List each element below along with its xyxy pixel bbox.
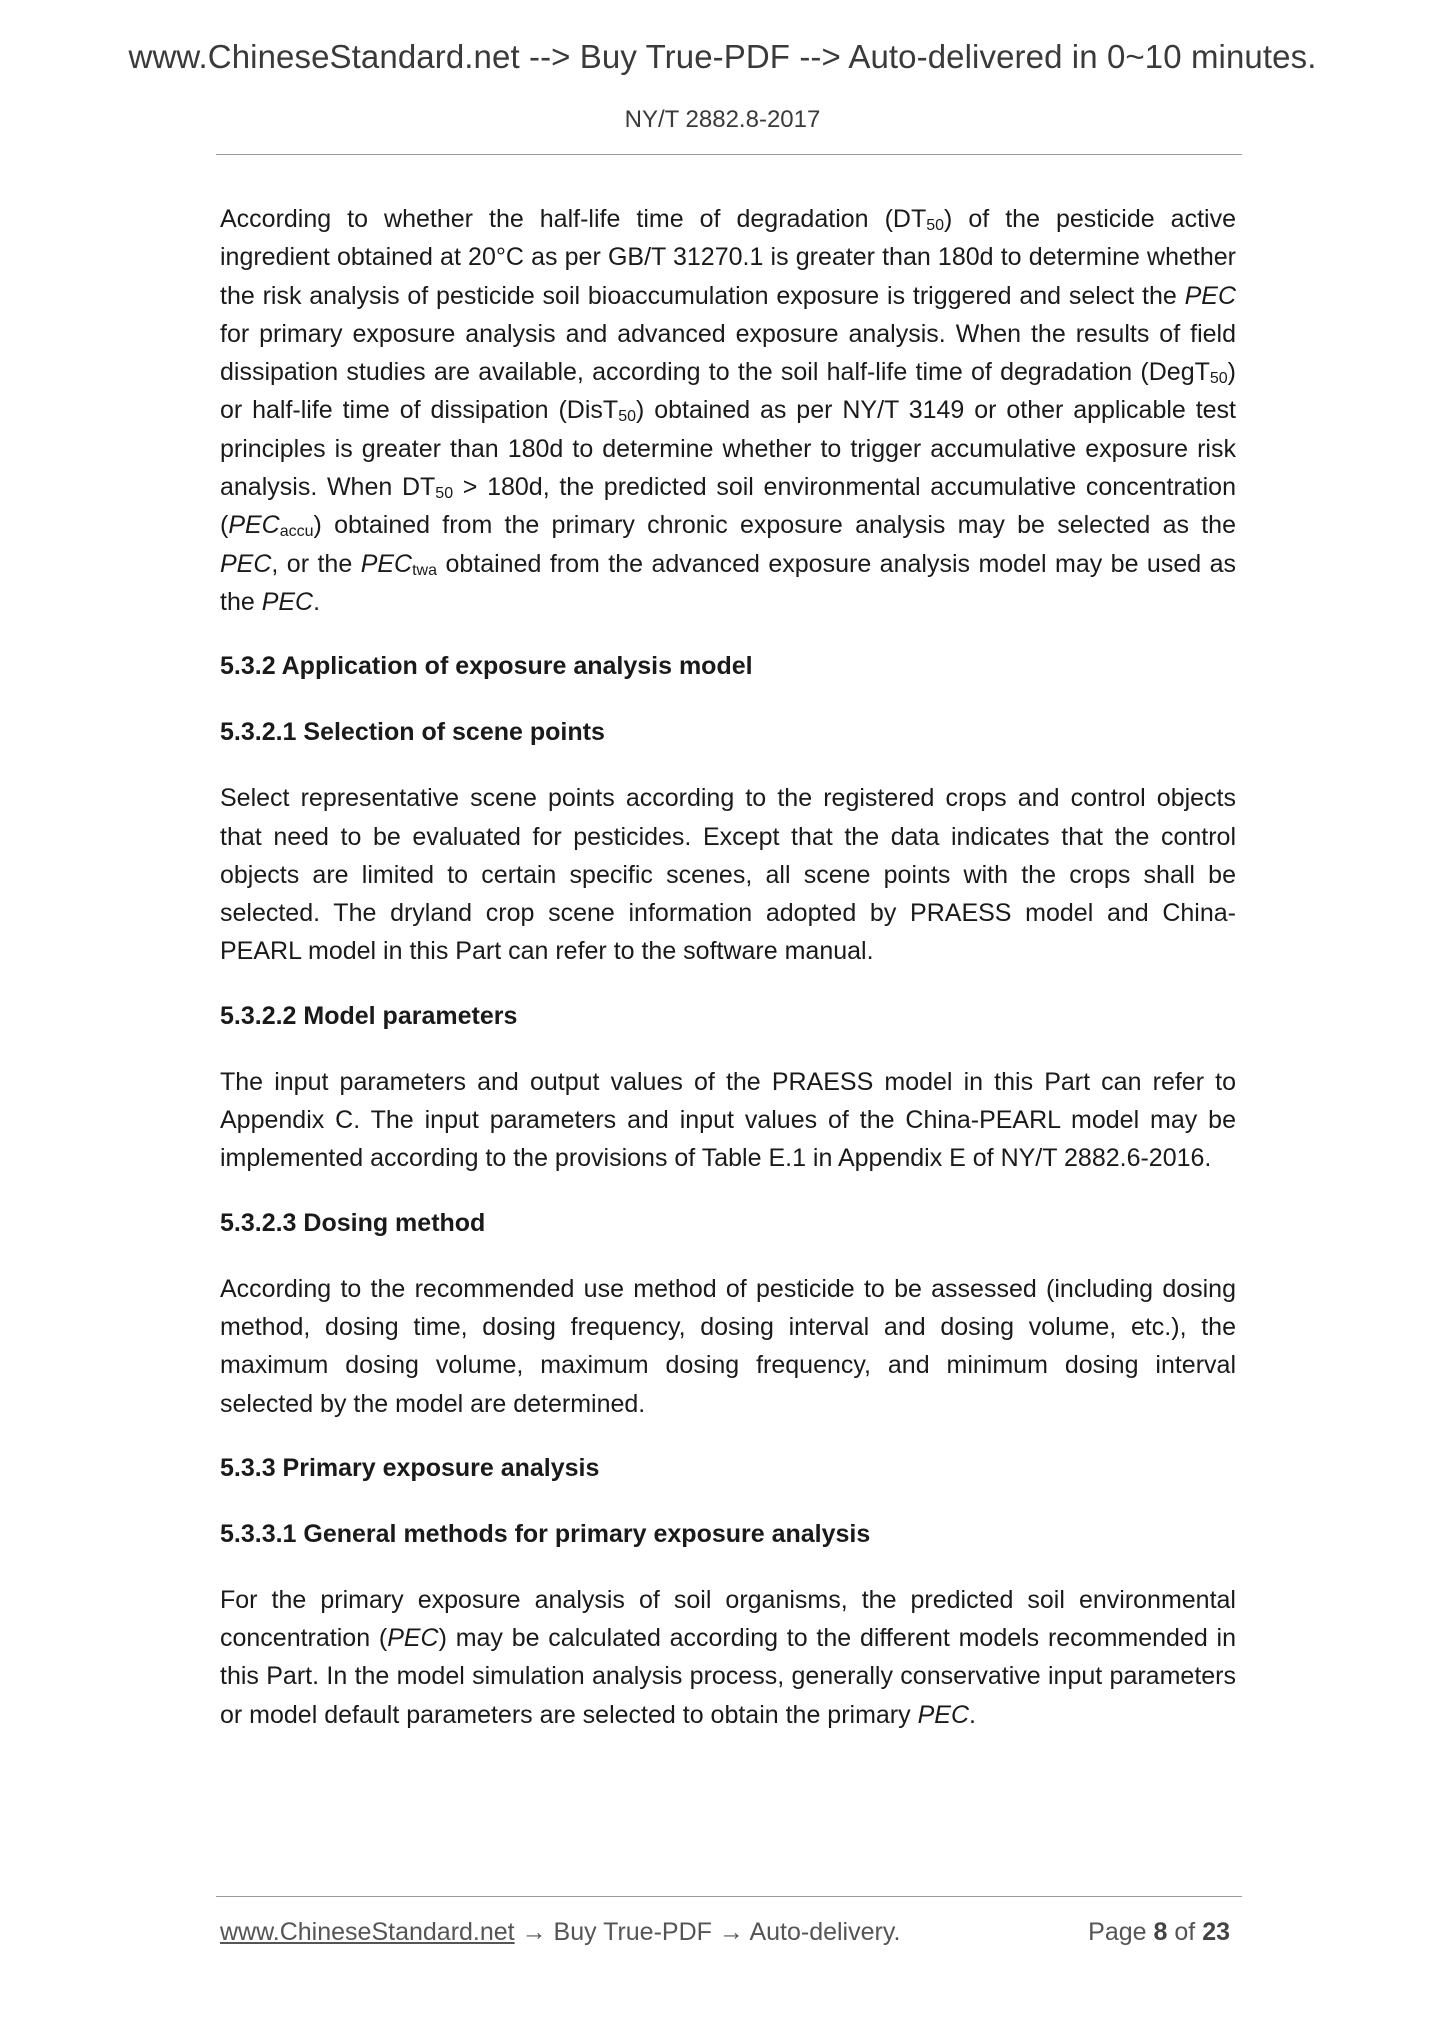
arrow-right-icon: → <box>521 1918 547 1946</box>
page-indicator <box>1088 1918 1230 1947</box>
paragraph-model-parameters: The input parameters and output values of the PRAESS model in this Part can refer to Appendix C. The input parameters and input values of the China-PEARL model may be implemented according to the provisions of Table E.1 in Appendix E of NY/T 2882.6-2016. <box>220 1067 1236 1173</box>
document-body <box>220 200 1236 1760</box>
heading-5-3-3-1: 5.3.3.1 General methods for primary exposure analysis <box>220 1519 871 1548</box>
standard-code: NY/T 2882.8-2017 <box>624 106 821 133</box>
paragraph-dt50-trigger: According to whether the half-life time of degradation $(DT_{50})$ of the pesticide active ingredient obtained at 20°C as per GB/T 31270.1 is greater than 180d to determine whether the risk analysis of pesticide soil bioaccumulation exposure is triggered and select the PEC for primary exposure analysis and advanced exposure analysis. When the results of field dissipation studies are available, according to the soil half-life time of degradation (DegT$_{50}$) or half-life time of dissipation (DisT$_{50}$) obtained as per NY/T 3149 or other applicable test principles is greater than 180d to determine whether to trigger accumulative exposure risk analysis. When $DT_{50} > 180d$, the predicted soil environmental accumulative concentration $(PEC_{accu})$ obtained from the primary chronic exposure analysis may be selected as the PEC, or the $PEC_{twa}$ obtained from the advanced exposure analysis model may be used as the PEC. <box>220 205 1236 616</box>
of-label: of <box>1174 1918 1196 1946</box>
heading-5-3-2-1: 5.3.2.1 Selection of scene points <box>220 718 605 747</box>
site-link[interactable]: www.ChineseStandard.net <box>220 1918 515 1946</box>
paragraph-primary-exposure: For the primary exposure analysis of soil organisms, the predicted soil environmental concentration (PEC) may be calculated according to the different models recommended in this Part. In the model simulation analysis process, generally conservative input parameters or model default parameters are selected to obtain the primary PEC. <box>220 1585 1236 1729</box>
page-label: Page <box>1088 1918 1147 1946</box>
heading-5-3-2: 5.3.2 Application of exposure analysis model <box>220 652 753 681</box>
page-number: 8 <box>1153 1918 1168 1946</box>
footer-divider <box>216 1896 1242 1897</box>
paragraph-dosing-method: According to the recommended use method of pesticide to be assessed (including dosing method, dosing time, dosing frequency, dosing interval and dosing volume, etc.), the maximum dosing volume, maximum dosing frequency, and minimum dosing interval selected by the model are determined. <box>220 1274 1236 1418</box>
heading-5-3-3: 5.3.3 Primary exposure analysis <box>220 1453 600 1482</box>
auto-delivery-text: Auto-delivery. <box>749 1918 901 1946</box>
paragraph-scene-points: Select representative scene points according to the registered crops and control objects that need to be evaluated for pesticides. Except that the data indicates that the control objects are limited to certain specific scenes, all scene points with the crops shall be selected. The dryland crop scene information adopted by PRAESS model and China-PEARL model in this Part can refer to the software manual. <box>220 784 1236 966</box>
heading-5-3-2-2: 5.3.2.2 Model parameters <box>220 1001 518 1030</box>
heading-5-3-2-3: 5.3.2.3 Dosing method <box>220 1208 486 1237</box>
buy-text: Buy True-PDF <box>553 1918 712 1946</box>
arrow-right-icon: → <box>718 1918 744 1946</box>
footer-links <box>220 1918 900 1947</box>
header-divider <box>216 154 1242 155</box>
site-banner: www.ChineseStandard.net --> Buy True-PDF --> Auto-delivered in 0~10 minutes. <box>128 38 1317 75</box>
page-total: 23 <box>1202 1918 1230 1946</box>
